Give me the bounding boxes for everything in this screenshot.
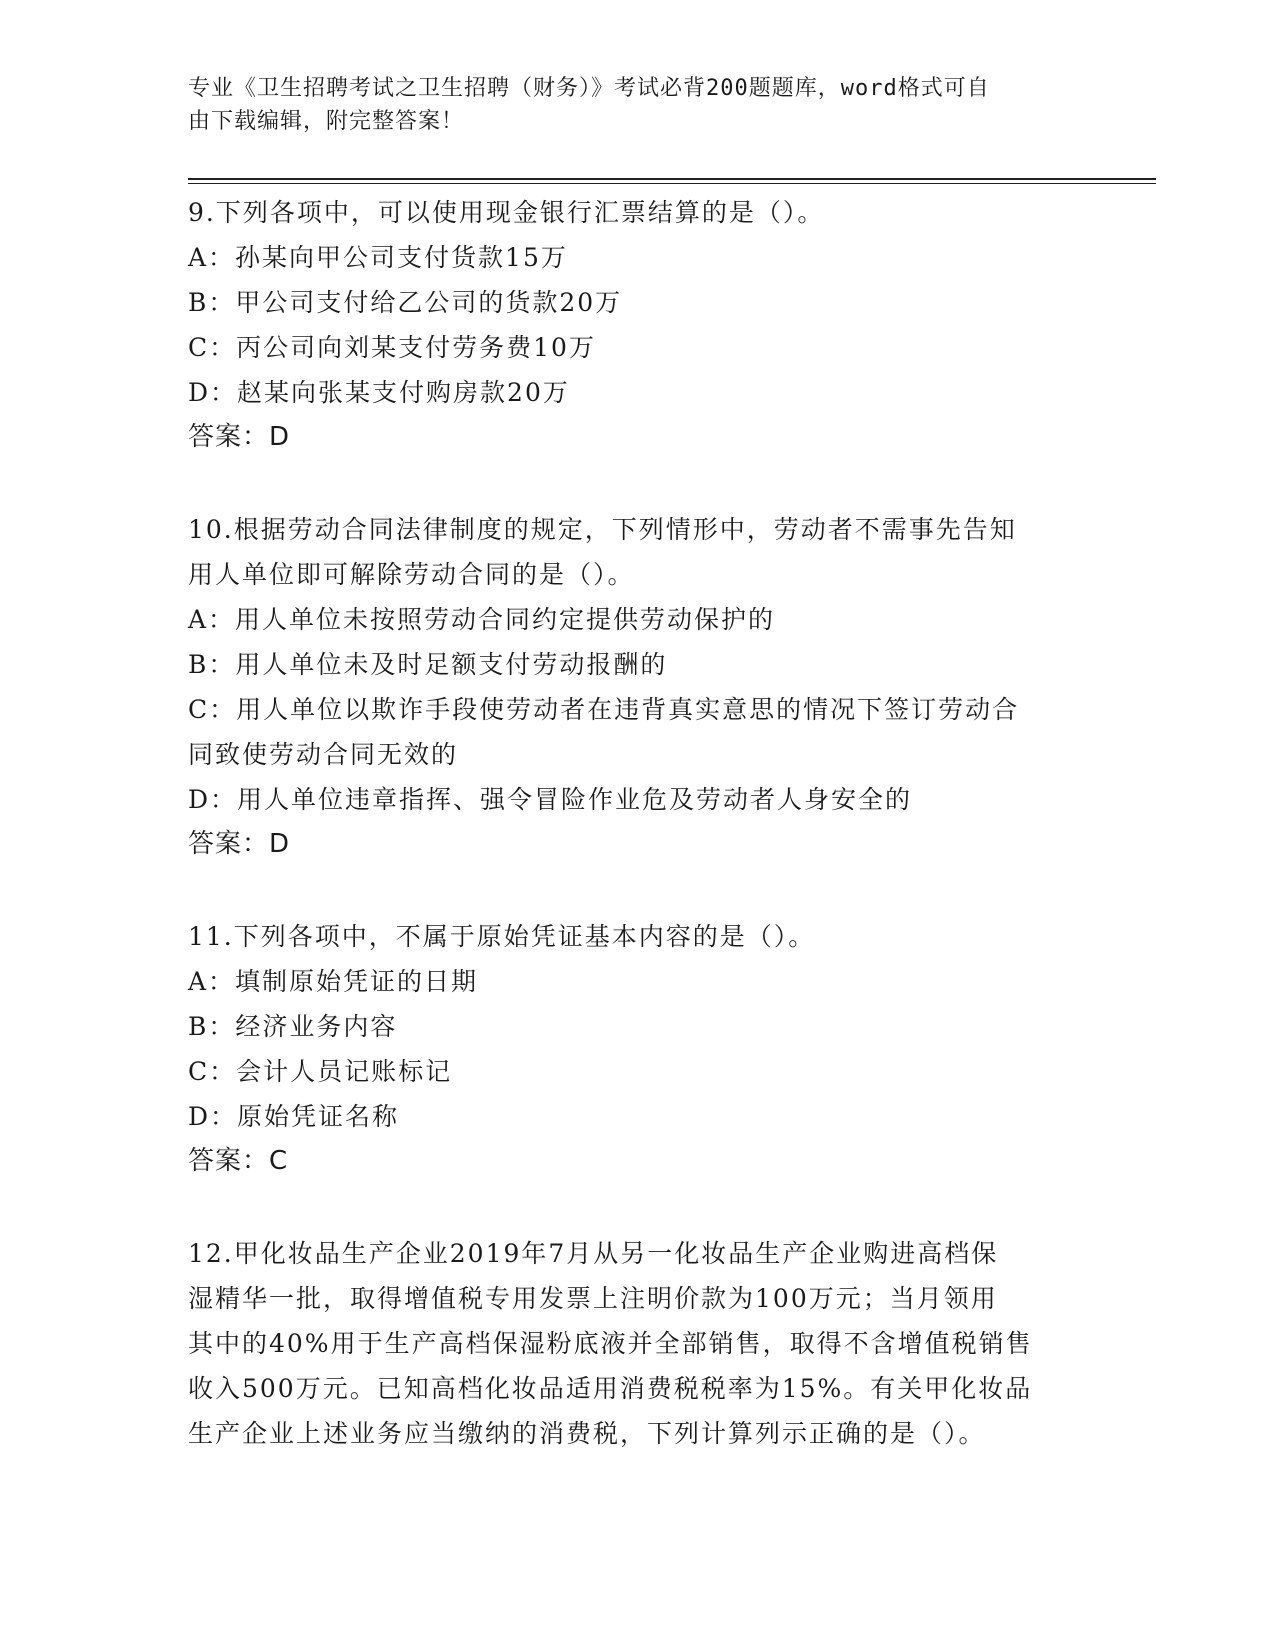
option-line: 同致使劳动合同无效的 [188,740,459,769]
question-stem-line: 收入500万元。已知高档化妆品适用消费税税率为15%。有关甲化妆品 [188,1374,1033,1403]
question-block [188,914,1088,1184]
question-block [188,1231,1088,1456]
question-spacer [188,1184,1088,1231]
option-line: C：用人单位以欺诈手段使劳动者在违背真实意思的情况下签订劳动合 [188,695,1020,724]
question-stem-line: 湿精华一批，取得增值税专用发票上注明价款为100万元；当月领用 [188,1284,998,1313]
question-stem-line: 10.根据劳动合同法律制度的规定，下列情形中，劳动者不需事先告知 [188,515,1017,544]
document-header [188,72,1088,138]
option-line: D：用人单位违章指挥、强令冒险作业危及劳动者人身安全的 [188,785,913,814]
question-stem-line: 9.下列各项中，可以使用现金银行汇票结算的是（）。 [188,198,825,227]
question-stem-line: 11.下列各项中，不属于原始凭证基本内容的是（）。 [188,922,816,951]
question-spacer [188,867,1088,914]
answer-line: 答案：D [188,422,291,452]
header-line-1: 专业《卫生招聘考试之卫生招聘（财务）》考试必背200题题库，word格式可自 [188,76,990,101]
question-block [188,190,1088,460]
option-line: D：原始凭证名称 [188,1102,400,1131]
question-stem-line: 用人单位即可解除劳动合同的是（）。 [188,560,635,589]
question-stem-line: 生产企业上述业务应当缴纳的消费税，下列计算列示正确的是（）。 [188,1419,986,1448]
option-line: D：赵某向张某支付购房款20万 [188,378,570,407]
header-rule-thin [188,183,1156,184]
option-line: A：用人单位未按照劳动合同约定提供劳动保护的 [188,605,776,634]
option-line: A：填制原始凭证的日期 [188,967,479,996]
option-line: C：丙公司向刘某支付劳务费10万 [188,333,596,362]
question-stem-line: 12.甲化妆品生产企业2019年7月从另一化妆品生产企业购进高档保 [188,1239,999,1268]
option-line: B：甲公司支付给乙公司的货款20万 [188,288,623,317]
option-line: C：会计人员记账标记 [188,1057,453,1086]
option-line: B：用人单位未及时足额支付劳动报酬的 [188,650,668,679]
header-rule-thick [188,178,1156,180]
option-line: A：孙某向甲公司支付货款15万 [188,243,568,272]
question-stem-line: 其中的40%用于生产高档保湿粉底液并全部销售，取得不含增值税销售 [188,1329,1033,1358]
answer-line: 答案：C [188,1146,289,1176]
question-spacer [188,460,1088,507]
option-line: B：经济业务内容 [188,1012,398,1041]
question-list [188,190,1088,1456]
header-line-2: 由下载编辑，附完整答案！ [188,109,465,134]
question-block [188,507,1088,867]
answer-line: 答案：D [188,829,291,859]
